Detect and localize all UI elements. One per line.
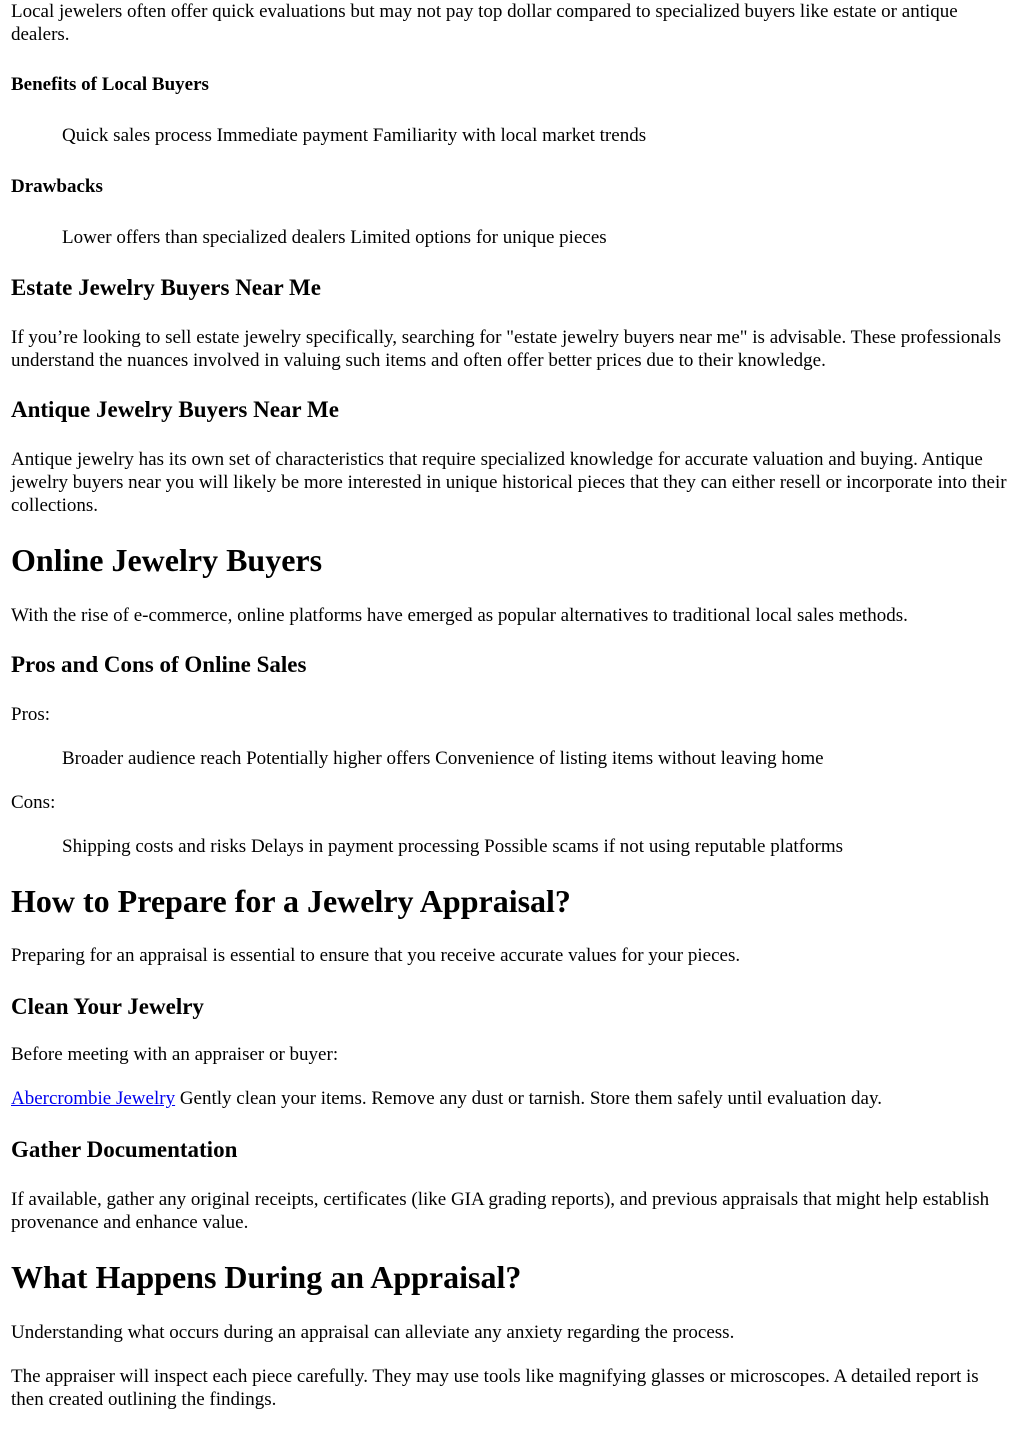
antique-heading: Antique Jewelry Buyers Near Me [11,397,339,422]
clean-paragraph [11,1087,1014,1110]
antique-paragraph: Antique jewelry has its own set of characteristics that require specialized knowledge for accurate valuation and buying. Antique jewelry buyers near you will likely be more interested in unique historical pieces that they can either resell or incorporate into their collections. [11,449,1007,516]
pros-cons-heading: Pros and Cons of Online Sales [11,652,307,677]
prepare-heading: How to Prepare for a Jewelry Appraisal? [11,883,571,919]
pros-list: Broader audience reach Potentially higher offers Convenience of listing items without leaving home [62,748,824,769]
during-paragraph-1: Understanding what occurs during an appraisal can alleviate any anxiety regarding the process. [11,1322,735,1343]
clean-intro: Before meeting with an appraiser or buyer: [11,1044,339,1065]
abercrombie-jewelry-link[interactable]: Abercrombie Jewelry [11,1088,176,1109]
clean-heading: Clean Your Jewelry [11,994,204,1019]
drawbacks-list: Lower offers than specialized dealers Limited options for unique pieces [62,227,607,248]
pros-label: Pros: [11,704,51,725]
online-heading: Online Jewelry Buyers [11,542,323,578]
docs-paragraph: If available, gather any original receipts, certificates (like GIA grading reports), and previous appraisals that might help establish provenance and enhance value. [11,1189,990,1233]
during-heading: What Happens During an Appraisal? [11,1259,522,1295]
prepare-paragraph: Preparing for an appraisal is essential to ensure that you receive accurate values for your pieces. [11,945,741,966]
estate-heading: Estate Jewelry Buyers Near Me [11,275,321,300]
intro-paragraph: Local jewelers often offer quick evaluations but may not pay top dollar compared to specialized buyers like estate or antique dealers. [11,1,958,45]
estate-paragraph: If you’re looking to sell estate jewelry specifically, searching for "estate jewelry buyers near me" is advisable. These professionals understand the nuances involved in valuing such items and often offer better prices due to their knowledge. [11,327,1001,371]
cons-list: Shipping costs and risks Delays in payment processing Possible scams if not using reputable platforms [62,836,844,857]
benefits-heading: Benefits of Local Buyers [11,74,209,95]
cons-label: Cons: [11,792,56,813]
drawbacks-heading: Drawbacks [11,176,103,197]
online-paragraph: With the rise of e-commerce, online platforms have emerged as popular alternatives to traditional local sales methods. [11,605,908,626]
during-paragraph-2: The appraiser will inspect each piece carefully. They may use tools like magnifying glasses or microscopes. A detailed report is then created outlining the findings. [11,1366,979,1410]
docs-heading: Gather Documentation [11,1137,238,1162]
benefits-list: Quick sales process Immediate payment Familiarity with local market trends [62,125,647,146]
clean-steps-text: Gently clean your items. Remove any dust or tarnish. Store them safely until evaluation day. [175,1088,882,1109]
